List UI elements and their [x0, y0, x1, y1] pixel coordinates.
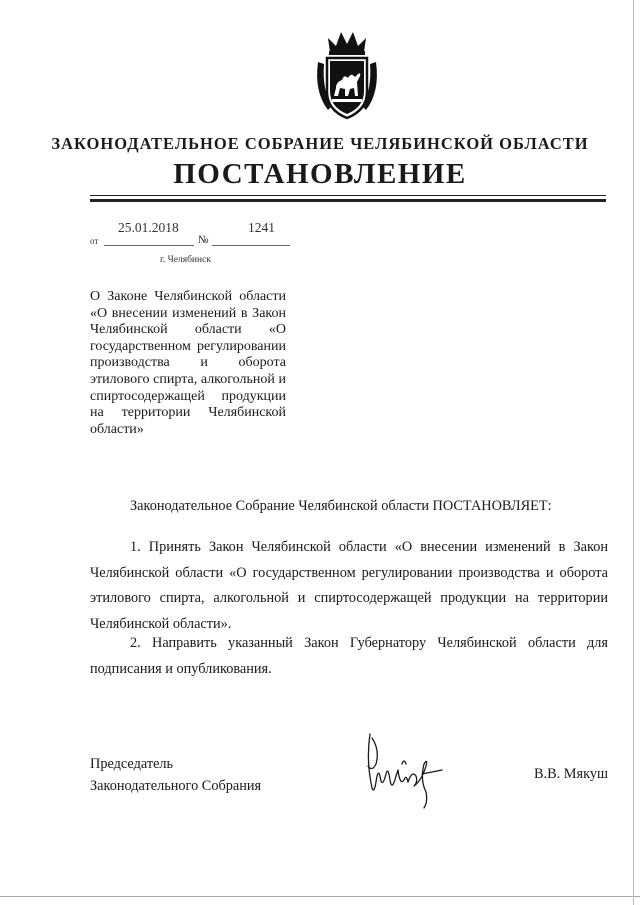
organization-title: ЗАКОНОДАТЕЛЬНОЕ СОБРАНИЕ ЧЕЛЯБИНСКОЙ ОБЛАСТИ — [51, 134, 589, 153]
signatory-title — [90, 753, 261, 797]
resolution-preamble: Законодательное Собрание Челябинской области ПОСТАНОВЛЯЕТ: — [130, 498, 552, 514]
date-prefix-label: от — [90, 236, 99, 246]
date-underline — [104, 245, 194, 246]
signatory-name: В.В. Мякуш — [534, 766, 608, 782]
page-edge — [633, 0, 634, 905]
number-prefix-label: № — [198, 234, 209, 246]
document-number: 1241 — [248, 220, 275, 235]
signatory-title-line: Законодательного Собрания — [90, 778, 262, 794]
number-underline — [212, 245, 290, 246]
handwritten-signature-icon — [362, 730, 452, 810]
city-label: г. Челябинск — [160, 255, 211, 265]
coat-of-arms-icon — [314, 22, 380, 122]
header-rule-thick — [90, 199, 606, 202]
document-date: 25.01.2018 — [118, 220, 179, 235]
resolution-item: 2. Направить указанный Закон Губернатору Челябинской области для подписания и опубликования. — [90, 635, 608, 677]
document-subject: О Законе Челябинской области «О внесении изменений в Закон Челябинской области «О государственном регулировании производства и оборота этилового спирта, алкогольной и спиртосодержащей продукции на территории Челябинской области» — [90, 289, 286, 437]
page-edge — [0, 896, 640, 897]
resolution-item: 1. Принять Закон Челябинской области «О внесении изменений в Закон Челябинской области «О государственном регулировании производства и оборота этилового спирта, алкогольной и спиртосодержащей продукции на территории Челябинской области». — [90, 539, 608, 632]
document-type-title: ПОСТАНОВЛЕНИЕ — [173, 158, 467, 190]
signatory-title-line: Председатель — [90, 756, 174, 772]
header-rule-thin — [90, 195, 606, 196]
